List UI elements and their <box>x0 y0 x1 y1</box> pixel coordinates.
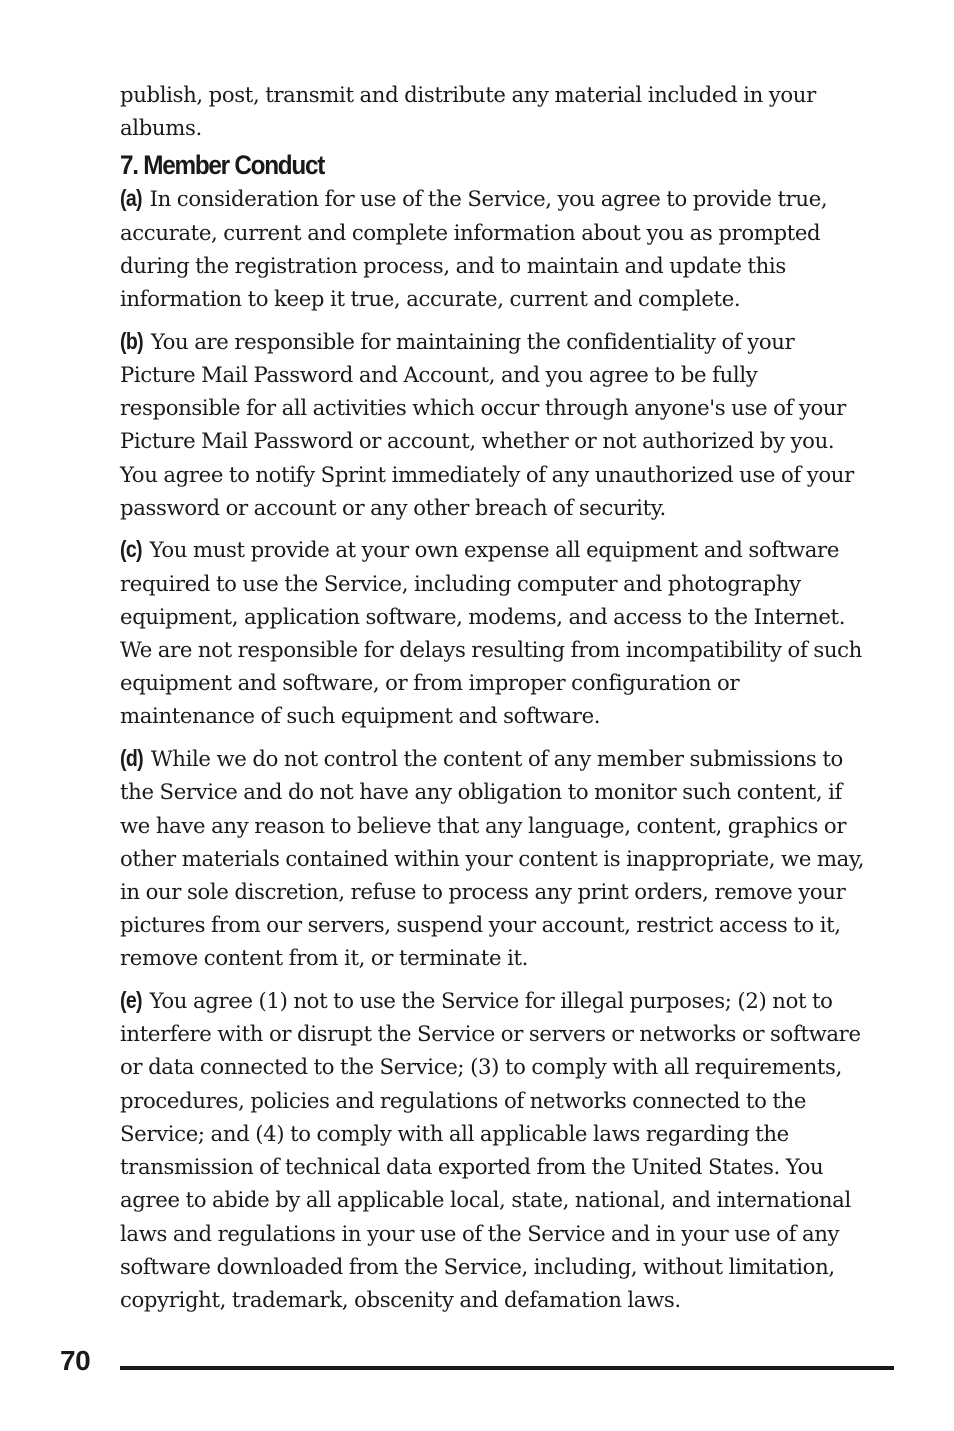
page-content <box>120 78 865 1326</box>
paragraph-label: (a) <box>120 185 142 212</box>
paragraph-b <box>120 325 865 524</box>
paragraph-e <box>120 984 865 1316</box>
paragraph-text: You are responsible for maintaining the confidentiality of your Picture Mail Password and Account, and you agree to be fully responsible for all activities which occur through anyone's use of your Picture Mail Password or account, whether or not authorized by you. You agree to notify Sprint immediately of any unauthorized use of your password or account or any other breach of security. <box>120 328 854 520</box>
page-number: 70 <box>60 1345 91 1376</box>
paragraph-text: You must provide at your own expense all equipment and software required to use the Service, including computer and photography equipment, application software, modems, and access to the Internet. We are not responsible for delays resulting from incompatibility of such equipment and software, or from improper configuration or maintenance of such equipment and software. <box>120 537 862 729</box>
paragraph-text: You agree (1) not to use the Service for illegal purposes; (2) not to interfere with or disrupt the Service or servers or networks or software or data connected to the Service; (3) to comply with all requirements, procedures, policies and regulations of networks connected to the Service; and (4) to comply with all applicable laws regarding the transmission of technical data exported from the United States. You agree to abide by all applicable local, state, national, and international laws and regulations in your use of the Service and in your use of any software downloaded from the Service, including, without limitation, copyright, trademark, obscenity and defamation laws. <box>120 988 861 1312</box>
paragraph-text: In consideration for use of the Service, you agree to provide true, accurate, current and complete information about you as prompted during the registration process, and to maintain and update this information to keep it true, accurate, current and complete. <box>120 186 828 312</box>
paragraph-c <box>120 533 865 732</box>
paragraph-text: While we do not control the content of any member submissions to the Service and do not have any obligation to monitor such content, if we have any reason to believe that any language, content, graphics or other materials contained within your content is inappropriate, we may, in our sole discretion, refuse to process any print orders, remove your pictures from our servers, suspend your account, restrict access to it, remove content from it, or terminate it. <box>120 746 865 971</box>
paragraph-label: (b) <box>120 327 143 354</box>
intro-paragraph: publish, post, transmit and distribute any material included in your albums. <box>120 82 816 141</box>
paragraph-a <box>120 182 865 315</box>
footer-rule <box>120 1366 894 1370</box>
paragraph-label: (c) <box>120 536 142 563</box>
paragraph-label: (e) <box>120 987 142 1014</box>
paragraph-d <box>120 742 865 974</box>
section-title: 7. Member Conduct <box>120 150 325 181</box>
paragraph-label: (d) <box>120 745 143 772</box>
